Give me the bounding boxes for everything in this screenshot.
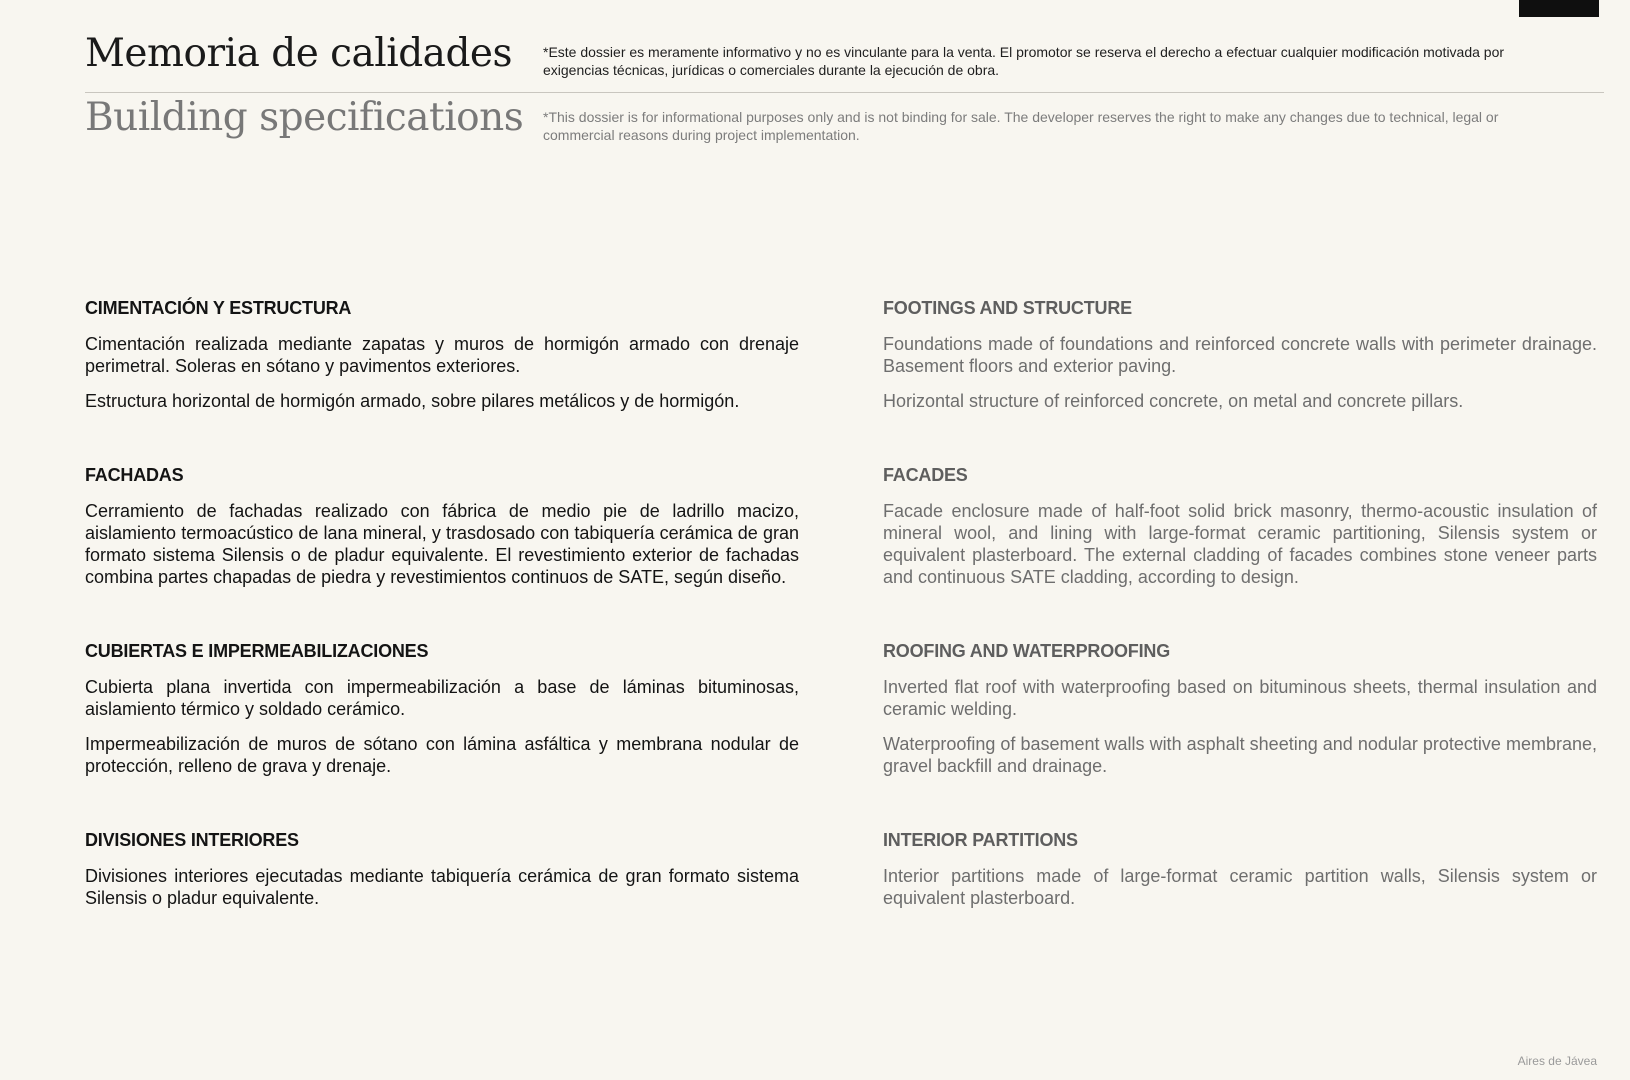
section-paragraph: Interior partitions made of large-format ceramic partition walls, Silensis system or equivalent plasterboard.	[883, 866, 1597, 908]
section-interior-partitions	[883, 829, 1597, 909]
disclaimer-english: *This dossier is for informational purposes only and is not binding for sale. The developer reserves the right to make any changes due to technical, legal or commercial reasons during project implementation.	[543, 109, 1499, 143]
section-paragraph: Facade enclosure made of half-foot solid brick masonry, thermo-acoustic insulation of mineral wool, and lining with large-format ceramic partitioning, Silensis system or equivalent plasterboard. The external cladding of facades combines stone veneer parts and continuous SATE cladding, according to design.	[883, 501, 1597, 587]
section-heading: CUBIERTAS E IMPERMEABILIZACIONES	[85, 641, 429, 661]
section-fachadas	[85, 464, 799, 588]
section-heading: DIVISIONES INTERIORES	[85, 830, 299, 850]
footer-brand: Aires de Jávea	[1517, 1054, 1597, 1068]
section-heading: FACHADAS	[85, 465, 184, 485]
spanish-column	[85, 297, 799, 961]
page-title-spanish: Memoria de calidades	[85, 31, 512, 76]
section-heading: CIMENTACIÓN Y ESTRUCTURA	[85, 298, 352, 318]
section-heading: FACADES	[883, 465, 968, 485]
section-facades	[883, 464, 1597, 588]
section-heading: INTERIOR PARTITIONS	[883, 830, 1078, 850]
section-cimentacion	[85, 297, 799, 412]
page-title-english: Building specifications	[85, 95, 524, 140]
section-paragraph: Cubierta plana invertida con impermeabilización a base de láminas bituminosas, aislamiento térmico y soldado cerámico.	[85, 677, 799, 719]
section-paragraph: Waterproofing of basement walls with asphalt sheeting and nodular protective membrane, gravel backfill and drainage.	[883, 734, 1597, 776]
section-paragraph: Horizontal structure of reinforced concrete, on metal and concrete pillars.	[883, 391, 1464, 411]
section-paragraph: Divisiones interiores ejecutadas mediante tabiquería cerámica de gran formato sistema Silensis o pladur equivalente.	[85, 866, 799, 908]
section-paragraph: Inverted flat roof with waterproofing based on bituminous sheets, thermal insulation and ceramic welding.	[883, 677, 1597, 719]
section-paragraph: Cimentación realizada mediante zapatas y muros de hormigón armado con drenaje perimetral. Soleras en sótano y pavimentos exteriores.	[85, 334, 799, 376]
english-column	[883, 297, 1597, 961]
section-paragraph: Estructura horizontal de hormigón armado, sobre pilares metálicos y de hormigón.	[85, 391, 740, 411]
section-cubiertas	[85, 640, 799, 777]
section-paragraph: Foundations made of foundations and reinforced concrete walls with perimeter drainage. Basement floors and exterior paving.	[883, 334, 1597, 376]
section-heading: ROOFING AND WATERPROOFING	[883, 641, 1170, 661]
section-paragraph: Cerramiento de fachadas realizado con fábrica de medio pie de ladrillo macizo, aislamiento termoacústico de lana mineral, y trasdosado con tabiquería cerámica de gran formato sistema Silensis o de pladur equivalente. El revestimiento exterior de fachadas combina partes chapadas de piedra y revestimientos continuos de SATE, según diseño.	[85, 501, 799, 587]
section-footings	[883, 297, 1597, 412]
section-heading: FOOTINGS AND STRUCTURE	[883, 298, 1132, 318]
section-divisiones	[85, 829, 799, 909]
page-corner-tab	[1519, 0, 1599, 17]
disclaimer-spanish: *Este dossier es meramente informativo y no es vinculante para la venta. El promotor se reserva el derecho a efectuar cualquier modificación motivada por exigencias técnicas, jurídicas o comerciales durante la ejecución de obra.	[543, 44, 1505, 78]
section-roofing	[883, 640, 1597, 777]
section-paragraph: Impermeabilización de muros de sótano con lámina asfáltica y membrana nodular de protección, relleno de grava y drenaje.	[85, 734, 799, 776]
